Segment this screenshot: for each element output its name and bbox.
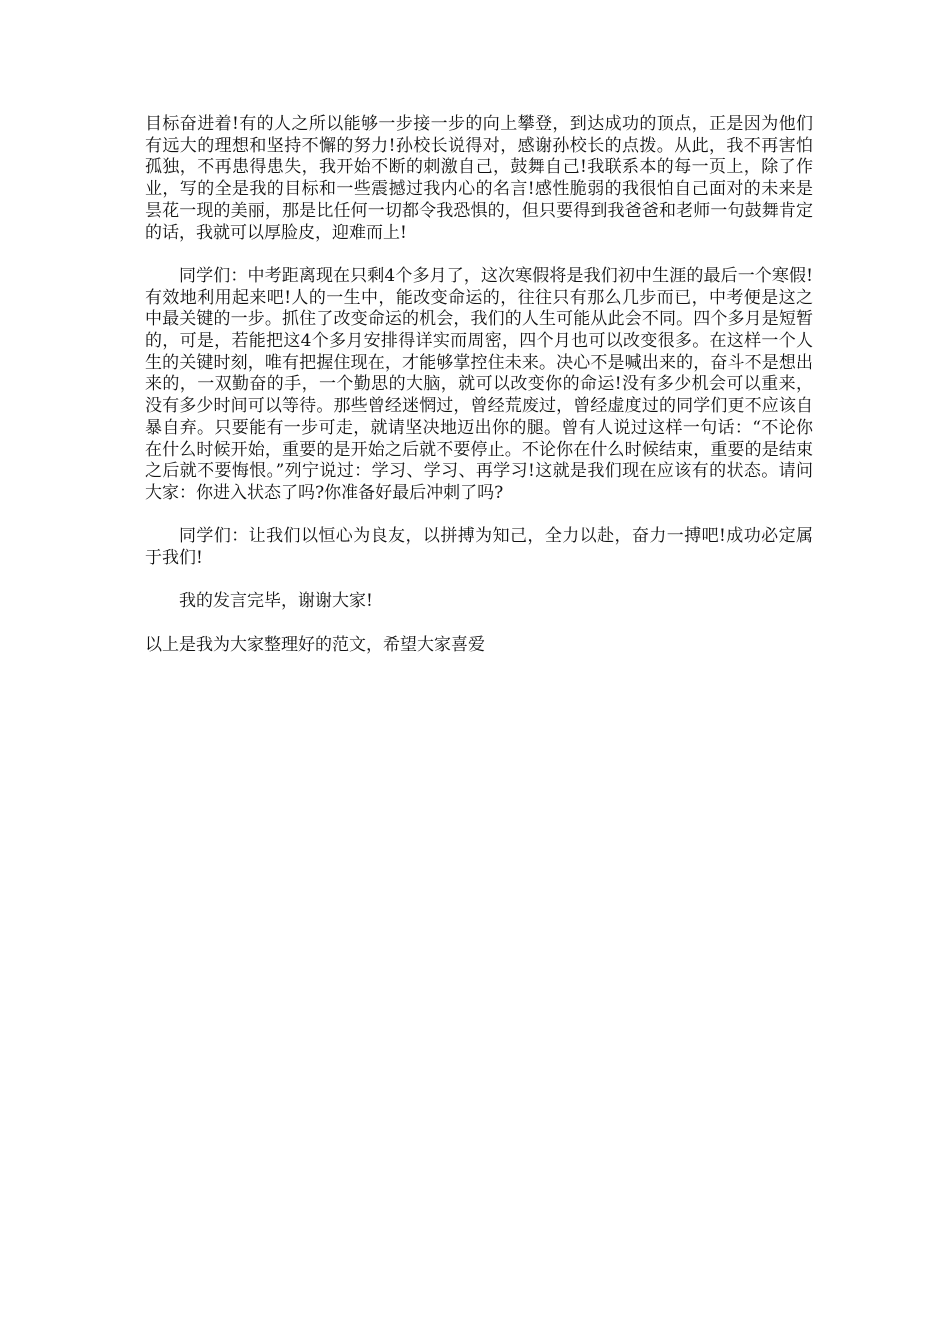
closing-line: 以上是我为大家整理好的范文，希望大家喜爱 [145,634,485,655]
paragraph-2: 同学们：中考距离现在只剩4个多月了，这次寒假将是我们初中生涯的最后一个寒假!有效地利用起来吧!人的一生中，能改变命运的，往往只有那么几步而已，中考便是这之中最关键的一步。抓住了改变命运的机会，我们的人生可能从此会不同。四个多月是短暂的，可是，若能把这4个多月安排得详实而周密，四个月也可以改变很多。在这样一个人生的关键时刻，唯有把握住现在，才能够掌控住未来。决心不是喊出来的，奋斗不是想出来的，一双勤奋的手，一个勤思的大脑，就可以改变你的命运!没有多少机会可以重来，没有多少时间可以等待。那些曾经迷惘过，曾经荒废过，曾经虚度过的同学们更不应该自暴自弃。只要能有一步可走，就请坚决地迈出你的腿。曾有人说过这样一句话：“不论你在什么时候开始，重要的是开始之后就不要停止。不论你在什么时候结束，重要的是结束之后就不要悔恨。”列宁说过：学习、学习、再学习!这就是我们现在应该有的状态。请问大家：你进入状态了吗?你准备好最后冲刺了吗? [145,265,813,503]
paragraph-1: 目标奋进着!有的人之所以能够一步接一步的向上攀登，到达成功的顶点，正是因为他们有远大的理想和坚持不懈的努力!孙校长说得对，感谢孙校长的点拨。从此，我不再害怕孤独，不再患得患失，我开始不断的刺激自己，鼓舞自己!我联系本的每一页上，除了作业，写的全是我的目标和一些震撼过我内心的名言!感性脆弱的我很怕自己面对的未来是昙花一现的美丽，那是比任何一切都令我恐惧的，但只要得到我爸爸和老师一句鼓舞肯定的话，我就可以厚脸皮，迎难而上! [145,114,813,243]
document-body [145,114,813,657]
paragraph-4: 我的发言完毕，谢谢大家! [179,591,373,612]
paragraph-3: 同学们：让我们以恒心为良友，以拼搏为知己，全力以赴，奋力一搏吧!成功必定属于我们! [145,526,813,569]
